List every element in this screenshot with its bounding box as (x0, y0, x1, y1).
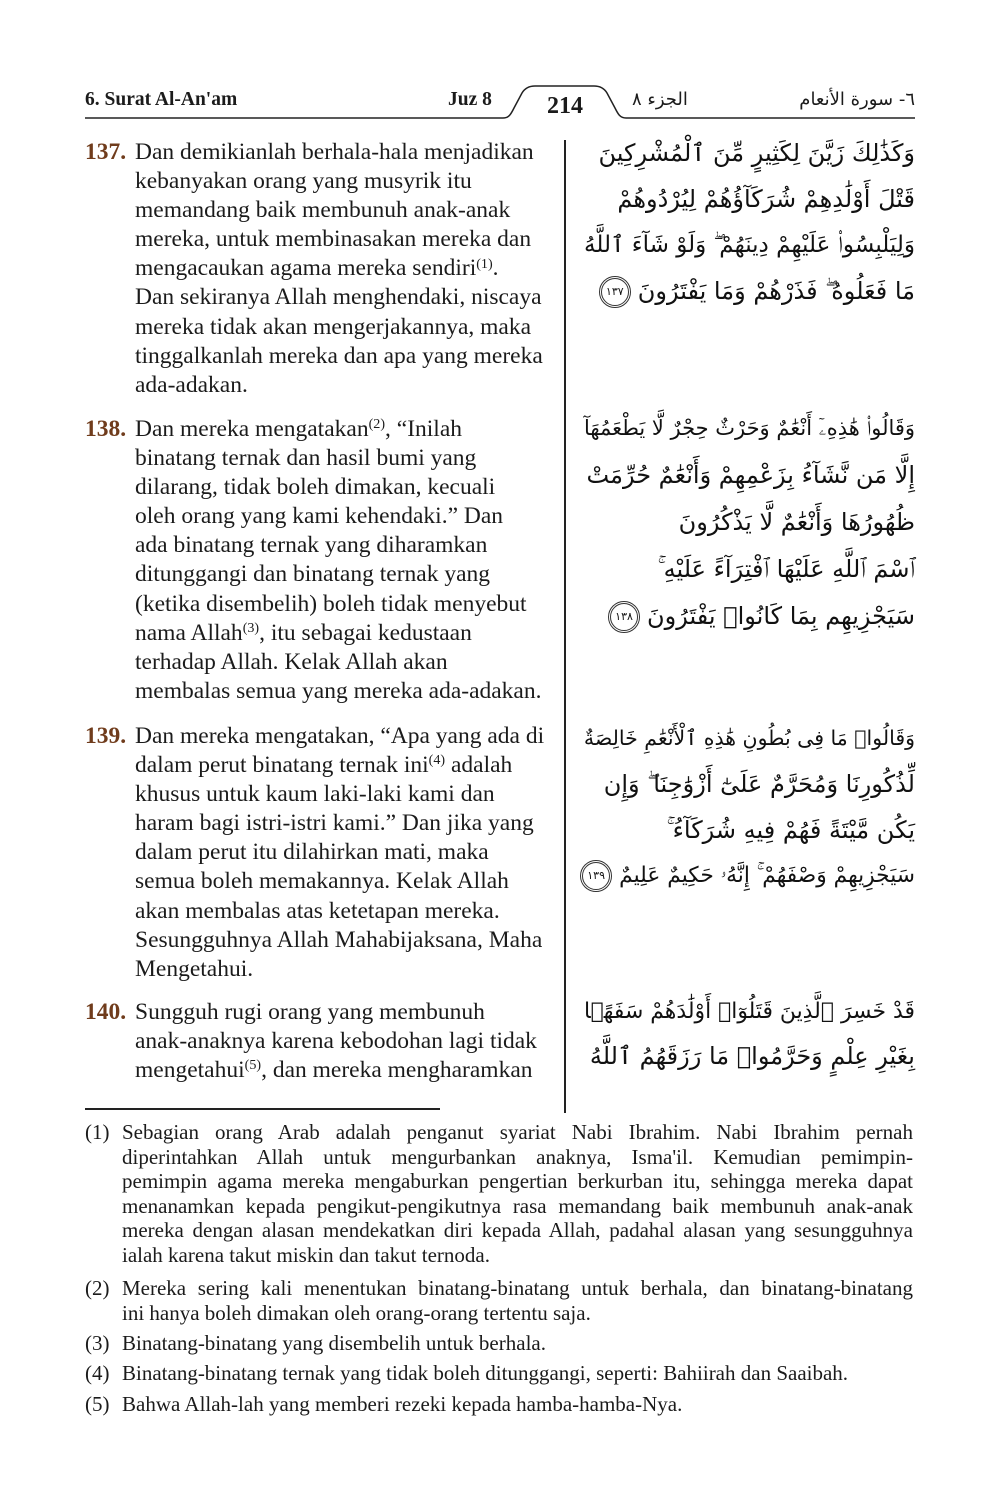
translation-line (135, 722, 557, 751)
verse-137-arabic (577, 130, 915, 314)
footnote-line: mereka dengan alasan mendekatkan diri kepada Allah, padahal alasan yang sesungguhnya (122, 1218, 913, 1243)
translation-line (135, 1056, 557, 1085)
translation-text: ada binatang ternak yang diharamkan (135, 532, 488, 559)
footnote-4 (85, 1361, 915, 1386)
footnote-5 (85, 1392, 915, 1417)
page-number: 214 (547, 93, 583, 119)
header-juz-latin: Juz 8 (448, 89, 492, 110)
translation-line (135, 444, 557, 473)
arabic-line (577, 176, 915, 222)
translation-line (135, 531, 557, 560)
translation-text: dalam perut binatang ternak ini (135, 752, 429, 779)
arabic-text: وَقَالُوا۟ هَٰذِهِۦٓ أَنْعَٰمٌ وَحَرْثٌ حِجْرٌ لَّا يَطْعَمُهَآ (583, 416, 915, 440)
arabic-line-content (584, 405, 915, 452)
translation-line (135, 560, 557, 589)
footnote-marker: (1) (85, 1120, 110, 1144)
translation-text: , dan mereka mengharamkan (261, 1057, 533, 1084)
arabic-line-content (584, 990, 915, 1034)
arabic-line-content (587, 452, 915, 499)
footnote-line: pemimpin agama mereka mengaburkan pengertian berkurban itu, sehingga mereka dapat (122, 1169, 913, 1194)
verse-140-arabic (577, 990, 915, 1078)
verse-number: 137. (85, 139, 127, 165)
translation-text: dilarang, tidak boleh dimakan, kecuali (135, 474, 496, 501)
verse-number: 140. (85, 999, 127, 1025)
translation-line (135, 371, 557, 400)
verse-138-translation (85, 415, 557, 706)
translation-text: Dan demikianlah berhala-hala menjadikan (135, 139, 534, 165)
arabic-line (577, 222, 915, 268)
translation-line (135, 254, 557, 283)
arabic-line (577, 130, 915, 176)
header-juz-arabic: الجزء ٨ (632, 89, 688, 110)
translation-text-block (135, 998, 557, 1085)
footnote-2 (85, 1276, 915, 1325)
arabic-text: لِّذُكُورِنَا وَمُحَرَّمٌ عَلَىٰٓ أَزْوَٰجِنَا ۖ وَإِن (603, 770, 915, 798)
translation-text: , itu sebagai kedustaan (259, 619, 472, 646)
translation-text: membalas semua yang mereka ada-adakan. (135, 677, 542, 704)
translation-text: , “Inilah (385, 416, 463, 442)
footnote-reference: (2) (368, 416, 386, 433)
translation-line (135, 138, 557, 167)
translation-text: mereka, untuk membinasakan mereka dan (135, 226, 532, 253)
arabic-line (577, 761, 915, 807)
footnote-marker: (4) (85, 1361, 110, 1385)
verse-137-translation (85, 138, 557, 400)
translation-text: nama Allah (135, 619, 243, 646)
arabic-text: ظُهُورُهَا وَأَنْعَٰمٌ لَّا يَذْكُرُونَ (678, 508, 915, 536)
footnote-reference: (4) (428, 752, 446, 769)
translation-text: anak-anaknya karena kebodohan lagi tidak (135, 1028, 537, 1055)
translation-line (135, 283, 557, 312)
header-surah-arabic: ٦- سورة الأنعام (799, 89, 915, 110)
footnote-text (122, 1331, 913, 1356)
arabic-line (577, 405, 915, 452)
arabic-line (577, 593, 915, 640)
translation-line (135, 313, 557, 342)
verse-139-translation (85, 722, 557, 984)
verse-number: 139. (85, 723, 127, 749)
footnote-text (122, 1361, 913, 1386)
footnote-line: ialah karena takut miskin dan takut ternoda. (122, 1242, 490, 1267)
arabic-line (577, 853, 915, 899)
translation-text: Sungguh rugi orang yang membunuh (135, 999, 485, 1025)
arabic-line (577, 499, 915, 546)
arabic-text: سَيَجْزِيهِم بِمَا كَانُوا۟ يَفْتَرُونَ (647, 602, 915, 630)
arabic-line-content (679, 499, 915, 546)
translation-text-block (135, 138, 557, 400)
translation-line (135, 648, 557, 677)
translation-text: Dan sekiranya Allah menghendaki, niscaya (135, 284, 542, 311)
translation-text-block (135, 722, 557, 984)
footnote-text (122, 1120, 913, 1268)
translation-line (135, 502, 557, 531)
arabic-line-content (580, 853, 915, 899)
translation-line (135, 838, 557, 867)
translation-text: ada-adakan. (135, 371, 248, 398)
arabic-line-content (667, 807, 915, 853)
translation-text: Dan mereka mengatakan, “Apa yang ada di (135, 723, 545, 749)
translation-line (135, 955, 557, 984)
arabic-line-content (658, 546, 915, 593)
arabic-text: وَلِيَلْبِسُوا۟ عَلَيْهِمْ دِينَهُمْ ۖ وَلَوْ شَآءَ ٱللَّهُ (583, 232, 915, 258)
arabic-text: يَكُن مَّيْتَةً فَهُمْ فِيهِ شُرَكَآءُ ۚ (666, 816, 915, 844)
verse-139-arabic (577, 715, 915, 899)
translation-text: kebanyakan orang yang musyrik itu (135, 168, 472, 195)
arabic-text: إِلَّا مَن نَّشَآءُ بِزَعْمِهِمْ وَأَنْعَٰمٌ حُرِّمَتْ (586, 461, 915, 489)
footnote-3 (85, 1331, 915, 1356)
verse-number: 138. (85, 416, 127, 442)
arabic-text: وَكَذَٰلِكَ زَيَّنَ لِكَثِيرٍ مِّنَ ٱلْمُشْرِكِينَ (598, 139, 915, 167)
arabic-line (577, 1034, 915, 1078)
arabic-line-content (599, 268, 915, 314)
translation-text: . (492, 255, 499, 282)
translation-text: Dan mereka mengatakan (135, 416, 369, 442)
arabic-line (577, 807, 915, 853)
ayah-end-mark: ١٣٨ (608, 601, 640, 633)
translation-text: Sesungguhnya Allah Mahabijaksana, Maha (135, 926, 543, 953)
footnote-line: diperintahkan Allah untuk mengurbankan anaknya, Isma'il. Kemudian pemimpin- (122, 1144, 913, 1169)
arabic-text: سَيَجْزِيهِمْ وَصْفَهُمْ ۚ إِنَّهُۥ حَكِيمٌ عَلِيمٌ (619, 863, 915, 888)
translation-line (135, 473, 557, 502)
translation-text: oleh orang yang kami kehendaki.” Dan (135, 503, 504, 530)
arabic-text: مَا فَعَلُوهُ ۖ فَذَرْهُمْ وَمَا يَفْتَرُونَ (637, 277, 915, 305)
footnote-line: Bahwa Allah-lah yang memberi rezeki kepada hamba-hamba-Nya. (122, 1392, 683, 1416)
footnote-line: Sebagian orang Arab adalah penganut syariat Nabi Ibrahim. Nabi Ibrahim pernah (122, 1120, 913, 1144)
arabic-line-content (608, 593, 915, 640)
translation-text: haram bagi istri-istri kami.” Dan jika yang (135, 810, 534, 837)
arabic-text: ٱسْمَ ٱللَّهِ عَلَيْهَا ٱفْتِرَآءً عَلَيْهِ ۚ (657, 555, 915, 583)
column-divider (564, 140, 566, 1113)
arabic-text: بِغَيْرِ عِلْمٍ وَحَرَّمُوا۟ مَا رَزَقَهُمُ ٱللَّهُ (589, 1042, 915, 1070)
translation-line (135, 590, 557, 619)
ayah-end-mark: ١٣٧ (599, 276, 631, 308)
translation-line (135, 619, 557, 648)
verse-140-translation (85, 998, 557, 1085)
translation-line (135, 415, 557, 444)
translation-text: terhadap Allah. Kelak Allah akan (135, 648, 448, 675)
footnote-marker: (3) (85, 1331, 110, 1355)
translation-text-block (135, 415, 557, 706)
translation-text: dalam perut itu dilahirkan mati, maka (135, 839, 489, 866)
arabic-text: قَتْلَ أَوْلَٰدِهِمْ شُرَكَآؤُهُمْ لِيُرْدُوهُمْ (617, 185, 915, 213)
translation-line (135, 1027, 557, 1056)
footnote-line: Binatang-binatang yang disembelih untuk berhala. (122, 1331, 546, 1355)
translation-text: tinggalkanlah mereka dan apa yang mereka (135, 342, 543, 369)
translation-line (135, 809, 557, 838)
arabic-line-content (617, 176, 915, 222)
footnote-line: Mereka sering kali menentukan binatang-binatang untuk berhala, dan binatang-binatang (122, 1276, 913, 1300)
translation-text: mengetahui (135, 1057, 245, 1084)
translation-line (135, 926, 557, 955)
footnote-marker: (5) (85, 1392, 110, 1416)
arabic-line (577, 268, 915, 314)
arabic-line-content (599, 130, 915, 176)
translation-text: Mengetahui. (135, 955, 254, 982)
footnote-line: Binatang-binatang ternak yang tidak boleh ditunggangi, seperti: Bahiirah dan Saaibah. (122, 1361, 849, 1385)
translation-line (135, 897, 557, 926)
arabic-text: وَقَالُوا۟ مَا فِى بُطُونِ هَٰذِهِ ٱلْأَنْعَٰمِ خَالِصَةٌ (583, 726, 915, 750)
translation-text: ditunggangi dan binatang ternak yang (135, 561, 491, 588)
arabic-text: قَدْ خَسِرَ ٱلَّذِينَ قَتَلُوٓا۟ أَوْلَٰدَهُمْ سَفَهًۢا (583, 999, 915, 1024)
footnote-text (122, 1392, 913, 1417)
translation-line (135, 867, 557, 896)
translation-text: semua boleh memakannya. Kelak Allah (135, 868, 509, 895)
header-surah-latin: 6. Surat Al-An'am (85, 89, 238, 110)
arabic-line-content (604, 761, 915, 807)
footnote-line: menanamkan kepada pengikut-pengikutnya rasa memandang baik membunuh anak-anak (122, 1193, 913, 1218)
footnote-reference: (3) (242, 619, 260, 636)
arabic-line-content (590, 1034, 915, 1078)
footnote-text (122, 1276, 913, 1325)
footnote-reference: (5) (244, 1057, 262, 1074)
translation-line (135, 677, 557, 706)
translation-text: (ketika disembelih) boleh tidak menyebut (135, 590, 527, 617)
verse-138-arabic (577, 405, 915, 640)
arabic-line (577, 990, 915, 1034)
footnote-marker: (2) (85, 1276, 110, 1300)
footnote-reference: (1) (476, 255, 493, 272)
arabic-line (577, 546, 915, 593)
translation-text: binatang ternak dan hasil bumi yang (135, 445, 477, 472)
translation-text: akan membalas atas ketetapan mereka. (135, 897, 500, 924)
ayah-end-mark: ١٣٩ (580, 860, 612, 892)
translation-text: khusus untuk kaum laki-laki kami dan (135, 781, 495, 808)
translation-text: mengacaukan agama mereka sendiri (135, 255, 477, 282)
footnote-separator (85, 1108, 440, 1110)
translation-line (135, 998, 557, 1027)
translation-line (135, 225, 557, 254)
arabic-line (577, 715, 915, 761)
translation-line (135, 780, 557, 809)
translation-text: adalah (445, 752, 513, 779)
translation-line (135, 196, 557, 225)
translation-line (135, 342, 557, 371)
translation-line (135, 167, 557, 196)
translation-line (135, 751, 557, 780)
arabic-line-content (584, 715, 915, 761)
arabic-line (577, 452, 915, 499)
arabic-line-content (584, 222, 915, 268)
translation-text: memandang baik membunuh anak-anak (135, 197, 511, 224)
translation-text: mereka tidak akan mengerjakannya, maka (135, 313, 532, 340)
footnote-line: ini hanya boleh dimakan oleh orang-orang tertentu saja. (122, 1300, 591, 1325)
footnote-1 (85, 1120, 915, 1268)
